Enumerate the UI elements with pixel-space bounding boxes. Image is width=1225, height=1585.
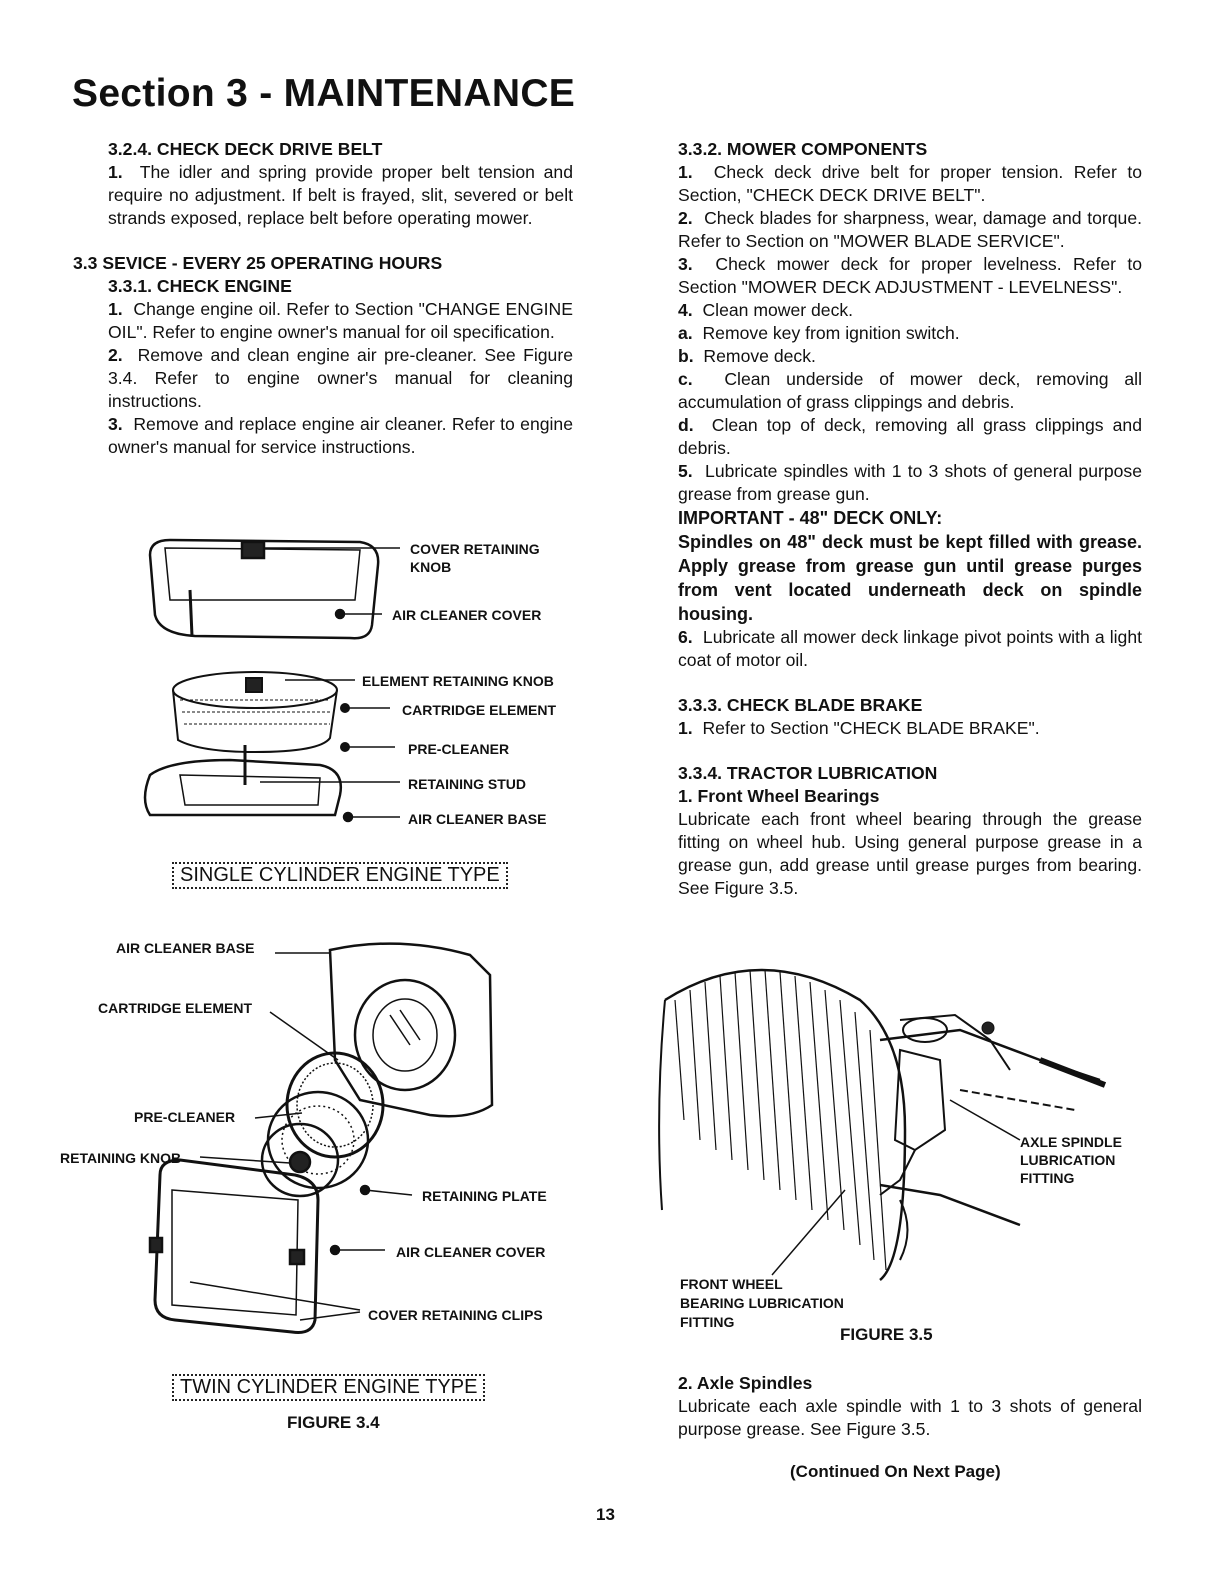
important-body: Spindles on 48" deck must be kept filled with grease. Apply grease from grease gun until grease purges from vent located underneath deck on spindle housing. (678, 532, 1142, 624)
label-pre-cleaner-twin: PRE-CLEANER (134, 1109, 236, 1125)
page-title: Section 3 - MAINTENANCE (72, 72, 576, 115)
label-retaining-plate: RETAINING PLATE (422, 1188, 547, 1204)
section-3-2-4-paragraph: 1. The idler and spring provide proper belt tension and require no adjustment. If belt is frayed, slit, severed or belt strands exposed, replace belt before operating mower. (108, 162, 573, 228)
label-air-cleaner-cover-single: AIR CLEANER COVER (392, 607, 542, 623)
twin-cylinder-type-box: TWIN CYLINDER ENGINE TYPE (172, 1374, 485, 1401)
label-element-retaining-knob: ELEMENT RETAINING KNOB (362, 673, 554, 689)
front-wheel-bearings-text: Lubricate each front wheel bearing through the grease fitting on wheel hub. Using general purpose grease in a grease gun, add grease until grease purges from bearing. See Figure 3.5. (678, 809, 1142, 898)
label-axle-spindle: AXLE SPINDLE (1020, 1134, 1122, 1150)
section-3-3-2-heading: 3.3.2. MOWER COMPONENTS (678, 139, 928, 159)
section-3-3-3-heading: 3.3.3. CHECK BLADE BRAKE (678, 695, 923, 715)
section-3-3-4-heading: 3.3.4. TRACTOR LUBRICATION (678, 763, 938, 783)
label-axle-lubrication: LUBRICATION (1020, 1152, 1116, 1168)
single-air-cleaner-cover-illustration (150, 540, 400, 638)
single-cylinder-type-box: SINGLE CYLINDER ENGINE TYPE (172, 862, 508, 889)
label-retaining-knob-twin: RETAINING KNOB (60, 1150, 182, 1166)
single-air-cleaner-base-illustration (145, 745, 400, 821)
section-3-3-1-heading: 3.3.1. CHECK ENGINE (108, 276, 292, 296)
label-pre-cleaner-single: PRE-CLEANER (408, 741, 510, 757)
page-number: 13 (596, 1505, 615, 1524)
label-fitting: FITTING (680, 1314, 735, 1330)
mower-step-a: a. Remove key from ignition switch. (678, 323, 960, 343)
label-cover-retaining: COVER RETAINING (410, 541, 540, 557)
blade-brake-step-1: 1. Refer to Section "CHECK BLADE BRAKE". (678, 718, 1040, 738)
section-3-2-4-heading: 3.2.4. CHECK DECK DRIVE BELT (108, 139, 383, 159)
label-front-wheel: FRONT WHEEL (680, 1276, 783, 1292)
label-air-cleaner-cover-twin: AIR CLEANER COVER (396, 1244, 546, 1260)
mower-step-4: 4. Clean mower deck. (678, 300, 854, 320)
label-retaining-stud: RETAINING STUD (408, 776, 526, 792)
label-cartridge-element-single: CARTRIDGE ELEMENT (402, 702, 556, 718)
left-column (73, 138, 573, 459)
axle-spindles-text: Lubricate each axle spindle with 1 to 3 shots of general purpose grease. See Figure 3.5. (678, 1396, 1142, 1439)
axle-spindles-block (678, 1372, 1142, 1441)
mower-step-5: 5. Lubricate spindles with 1 to 3 shots of general purpose grease from grease gun. (678, 461, 1142, 504)
label-cartridge-element-twin: CARTRIDGE ELEMENT (98, 1000, 252, 1016)
label-air-cleaner-base-single: AIR CLEANER BASE (408, 811, 547, 827)
mower-step-6: 6. Lubricate all mower deck linkage pivot points with a light coat of motor oil. (678, 627, 1142, 670)
label-air-cleaner-base-twin: AIR CLEANER BASE (116, 940, 255, 956)
label-knob: KNOB (410, 559, 452, 575)
check-engine-step-3: 3. Remove and replace engine air cleaner. Refer to engine owner's manual for service instructions. (108, 414, 573, 457)
label-cover-retaining-clips: COVER RETAINING CLIPS (368, 1307, 543, 1323)
label-bearing-lubrication: BEARING LUBRICATION (680, 1295, 844, 1311)
continued-note: (Continued On Next Page) (790, 1462, 1001, 1481)
important-heading: IMPORTANT - 48" DECK ONLY: (678, 508, 943, 528)
mower-step-2: 2. Check blades for sharpness, wear, damage and torque. Refer to Section on "MOWER BLADE SERVICE". (678, 208, 1142, 251)
figure-3-4-caption: FIGURE 3.4 (287, 1413, 380, 1432)
check-engine-step-1: 1. Change engine oil. Refer to Section "CHANGE ENGINE OIL". Refer to engine owner's manual for oil specification. (108, 299, 573, 342)
mower-step-c: c. Clean underside of mower deck, removing all accumulation of grass clippings and debris. (678, 369, 1143, 412)
figure-3-5-caption: FIGURE 3.5 (840, 1325, 933, 1344)
mower-step-1: 1. Check deck drive belt for proper tension. Refer to Section, "CHECK DECK DRIVE BELT". (678, 162, 1142, 205)
section-3-3-heading: 3.3 SEVICE - EVERY 25 OPERATING HOURS (73, 253, 443, 273)
check-engine-step-2: 2. Remove and clean engine air pre-cleaner. See Figure 3.4. Refer to engine owner's manual for cleaning instructions. (108, 345, 573, 411)
mower-step-d: d. Clean top of deck, removing all grass clippings and debris. (678, 415, 1143, 458)
right-column (678, 138, 1142, 900)
label-axle-fitting: FITTING (1020, 1170, 1075, 1186)
axle-spindles-heading: 2. Axle Spindles (678, 1373, 813, 1393)
front-wheel-bearings-heading: 1. Front Wheel Bearings (678, 786, 880, 806)
mower-step-3: 3. Check mower deck for proper levelness. Refer to Section "MOWER DECK ADJUSTMENT - LEVELNESS". (678, 254, 1143, 297)
mower-step-b: b. Remove deck. (678, 346, 816, 366)
